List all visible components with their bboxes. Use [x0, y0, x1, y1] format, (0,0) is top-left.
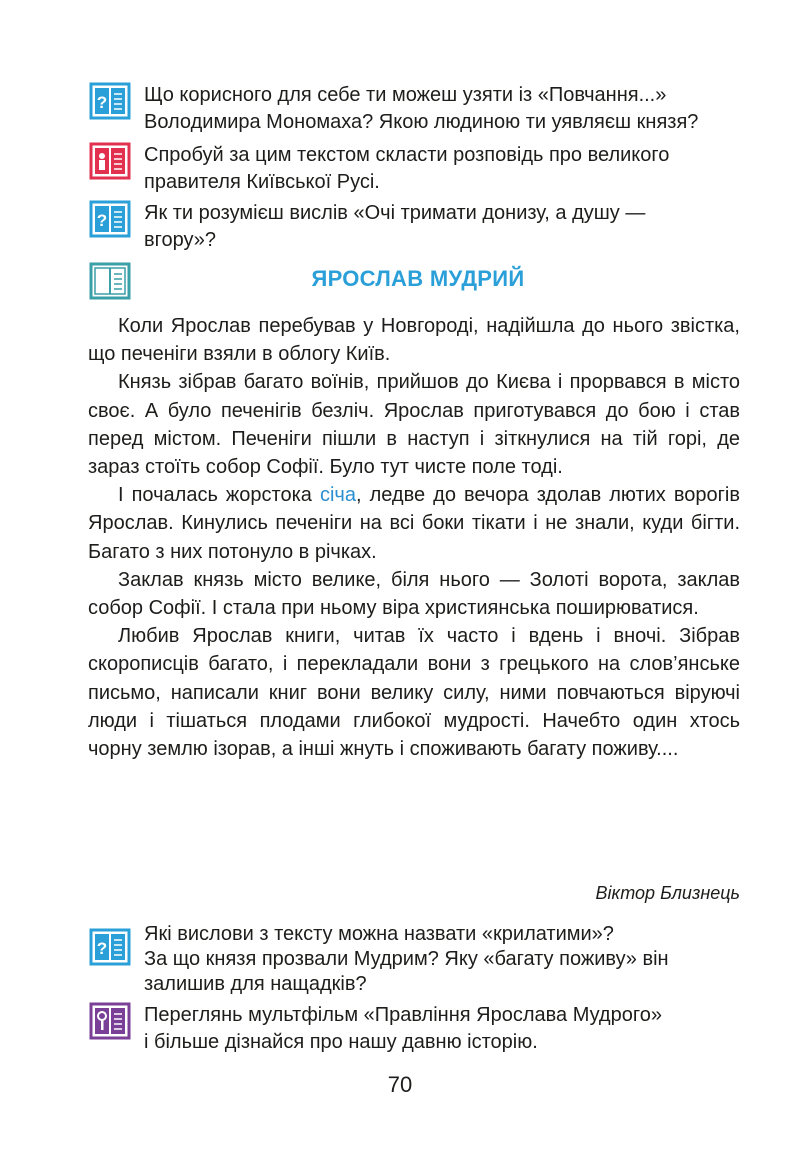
task-line: Як ти розумієш вислів «Очі тримати донизу, а душу — [144, 202, 646, 224]
task-line: залишив для нащадків? [144, 973, 367, 995]
task-question-1 [88, 82, 748, 136]
task-text [144, 922, 669, 997]
story-paragraph: Заклав князь місто велике, біля нього — Золоті ворота, заклав собор Софії. І стала при ньому віра християнська поширюватися. [88, 568, 740, 620]
paragraph-text: І почалась жорстока [118, 484, 320, 507]
story-text [88, 312, 740, 763]
story-paragraph: Князь зібрав багато воїнів, прийшов до Києва і прорвався в місто своє. А було печенігів безліч. Ярослав приготувався до бою і став перед містом. Печеніги пішли в наступ і зіткнулися на тій горі, де зараз стоїть собор Софії. Було тут чисте поле тоді. [88, 371, 740, 479]
story-paragraph [88, 481, 740, 566]
task-text [144, 1002, 662, 1056]
task-line: Переглянь мультфільм «Правління Ярослава Мудрого» [144, 1004, 662, 1026]
task-line: Спробуй за цим текстом скласти розповідь про великого [144, 144, 670, 166]
task-watch [88, 1002, 748, 1056]
highlighted-word[interactable]: січа [319, 484, 356, 507]
task-text [144, 82, 698, 136]
task-line: Володимира Мономаха? Якою людиною ти уявляєш князя? [144, 111, 699, 133]
svg-text:?: ? [96, 211, 108, 230]
story-title: ЯРОСЛАВ МУДРИЙ [311, 266, 525, 291]
task-question-3 [88, 922, 748, 997]
question-book-icon [88, 928, 132, 966]
question-book-icon [88, 200, 132, 238]
task-line: вгору»? [144, 229, 216, 251]
task-line: Які вислови з тексту можна назвати «крилатими»? [144, 923, 614, 945]
question-book-icon [88, 82, 132, 120]
story-title-row [88, 262, 748, 302]
task-line: правителя Київської Русі. [144, 171, 380, 193]
task-line: За що князя прозвали Мудрим? Яку «багату поживу» він [144, 948, 669, 970]
svg-text:?: ? [96, 93, 108, 112]
story-paragraph: Любив Ярослав книги, читав їх часто і вдень і вночі. Зібрав скорописців багато, і перекладали вони з грецького на слов’янське письмо, написали книг вони велику силу, ними повчаються віруючі люди і тішаться плодами глибокої мудрості. Начебто один хтось чорну землю ізорав, а інші жнуть і споживають багату поживу.... [88, 625, 740, 761]
story-paragraph: Коли Ярослав перебував у Новгороді, надійшла до нього звістка, що печеніги взяли в облогу Київ. [88, 315, 740, 366]
svg-text:?: ? [96, 939, 108, 958]
task-line: і більше дізнайся про нашу давню історію. [144, 1031, 538, 1053]
watch-book-icon [88, 1002, 132, 1040]
story-author: Віктор Близнець [595, 883, 740, 903]
paragraph-text: , ледве до вечора здолав лютих ворогів Ярослав. Кинулись печеніги на всі боки тікати і не знали, куди бігти. Багато з них потонуло в річках. [88, 484, 740, 563]
page-number: 70 [387, 1072, 413, 1097]
task-text [144, 200, 645, 254]
task-text [144, 142, 669, 196]
task-create [88, 142, 748, 196]
task-line: Що корисного для себе ти можеш узяти із «Повчання...» [144, 84, 667, 106]
create-book-icon [88, 142, 132, 180]
task-question-2 [88, 200, 748, 254]
